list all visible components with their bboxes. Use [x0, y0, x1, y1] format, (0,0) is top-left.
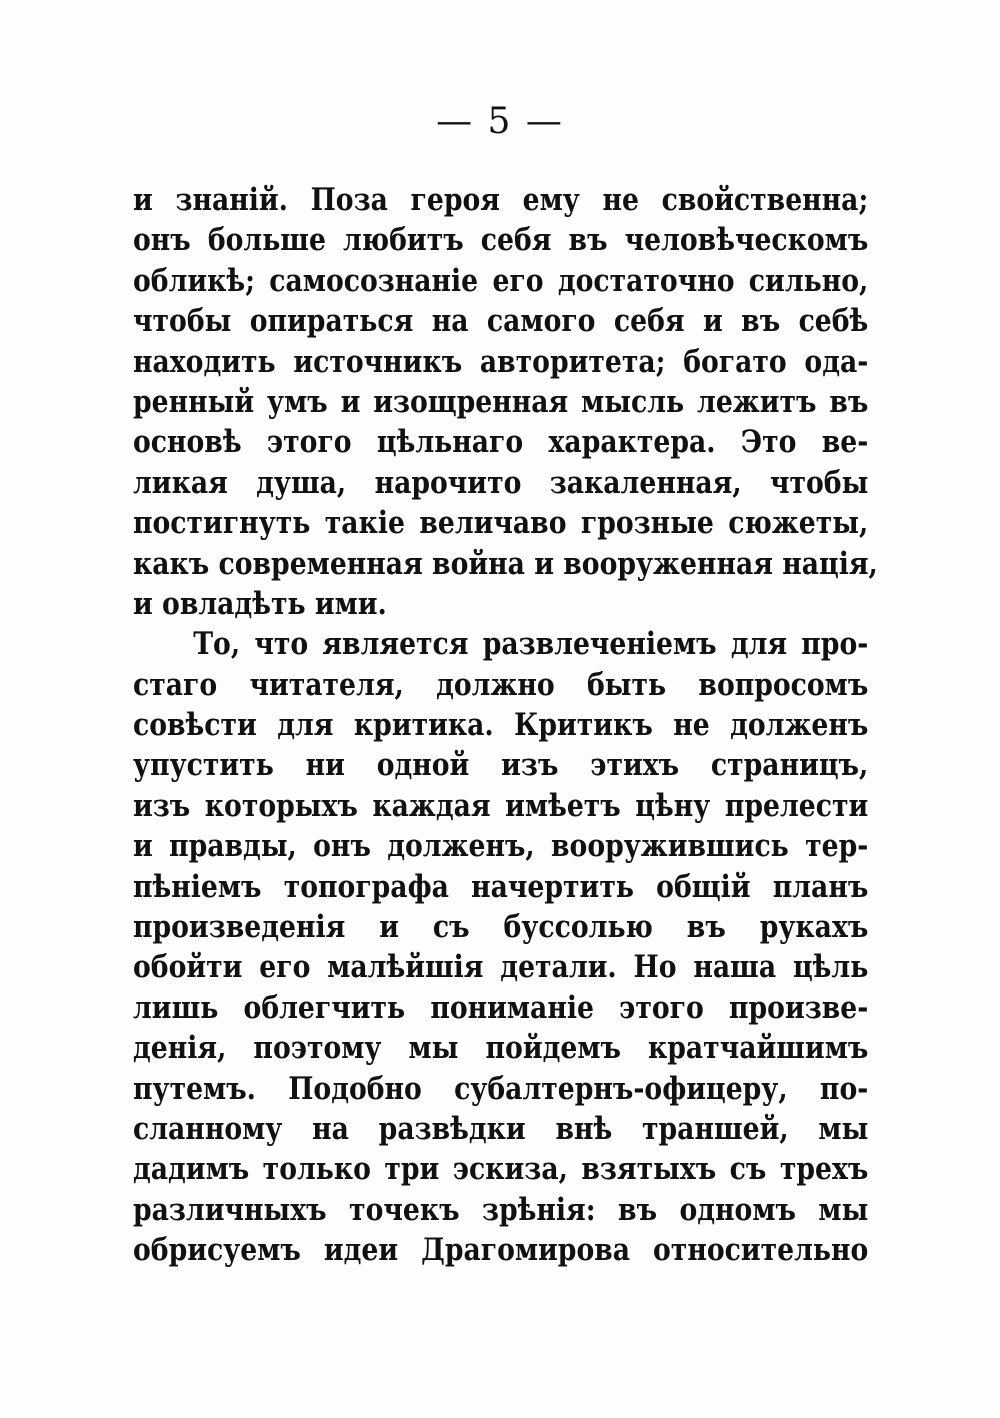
text-line: произведенія и съ буссолью въ рукахъ — [133, 909, 869, 946]
text-line: изъ которыхъ каждая имѣетъ цѣну прелести — [133, 787, 869, 824]
text-line: лишь облегчить пониманіе этого произве- — [133, 989, 869, 1026]
text-line: обойти его малѣйшія детали. Но наша цѣль — [133, 949, 869, 986]
text-line: и правды, онъ долженъ, вооружившись тер- — [133, 828, 869, 865]
text-line: какъ современная война и вооруженная нація, — [133, 545, 878, 582]
text-line: денія, поэтому мы пойдемъ кратчайшимъ — [133, 1030, 869, 1067]
paragraph-end-line: и овладѣть ими. — [133, 585, 387, 622]
text-line: упустить ни одной изъ этихъ страницъ, — [133, 747, 869, 784]
text-line: совѣсти для критика. Критикъ не долженъ — [133, 707, 869, 744]
text-line: чтобы опираться на самого себя и въ себѣ — [133, 303, 869, 340]
text-line: дадимъ только три эскиза, взятыхъ съ трехъ — [133, 1151, 869, 1188]
text-line: ренный умъ и изощренная мысль лежитъ въ — [133, 383, 869, 420]
text-line: ликая душа, нарочито закаленная, чтобы — [133, 464, 869, 501]
text-line: и знаній. Поза героя ему не свойственна; — [133, 182, 869, 218]
text-line: постигнуть такіе величаво грозные сюжеты, — [133, 505, 869, 542]
text-line: находить источникъ авторитета; богато ода- — [133, 343, 869, 380]
text-line: онъ больше любитъ себя въ человѣческомъ — [133, 222, 869, 259]
text-line: обликѣ; самосознаніе его достаточно сильно, — [133, 262, 869, 299]
paragraph-start-line: То, что является развлеченіемъ для про- — [193, 626, 869, 663]
body-text — [133, 180, 878, 1271]
text-line: пѣніемъ топографа начертить общій планъ — [133, 868, 869, 905]
text-line: обрисуемъ идеи Драгомирова относительно — [133, 1232, 869, 1269]
text-line: сланному на развѣдки внѣ траншей, мы — [133, 1110, 869, 1147]
text-line: основѣ этого цѣльнаго характера. Это ве- — [133, 424, 869, 461]
text-line: различныхъ точекъ зрѣнія: въ одномъ мы — [133, 1191, 869, 1228]
text-line: путемъ. Подобно субалтернъ-офицеру, по- — [133, 1070, 869, 1107]
page-number: — 5 — — [436, 101, 564, 142]
text-line: стаго читателя, должно быть вопросомъ — [133, 666, 869, 703]
